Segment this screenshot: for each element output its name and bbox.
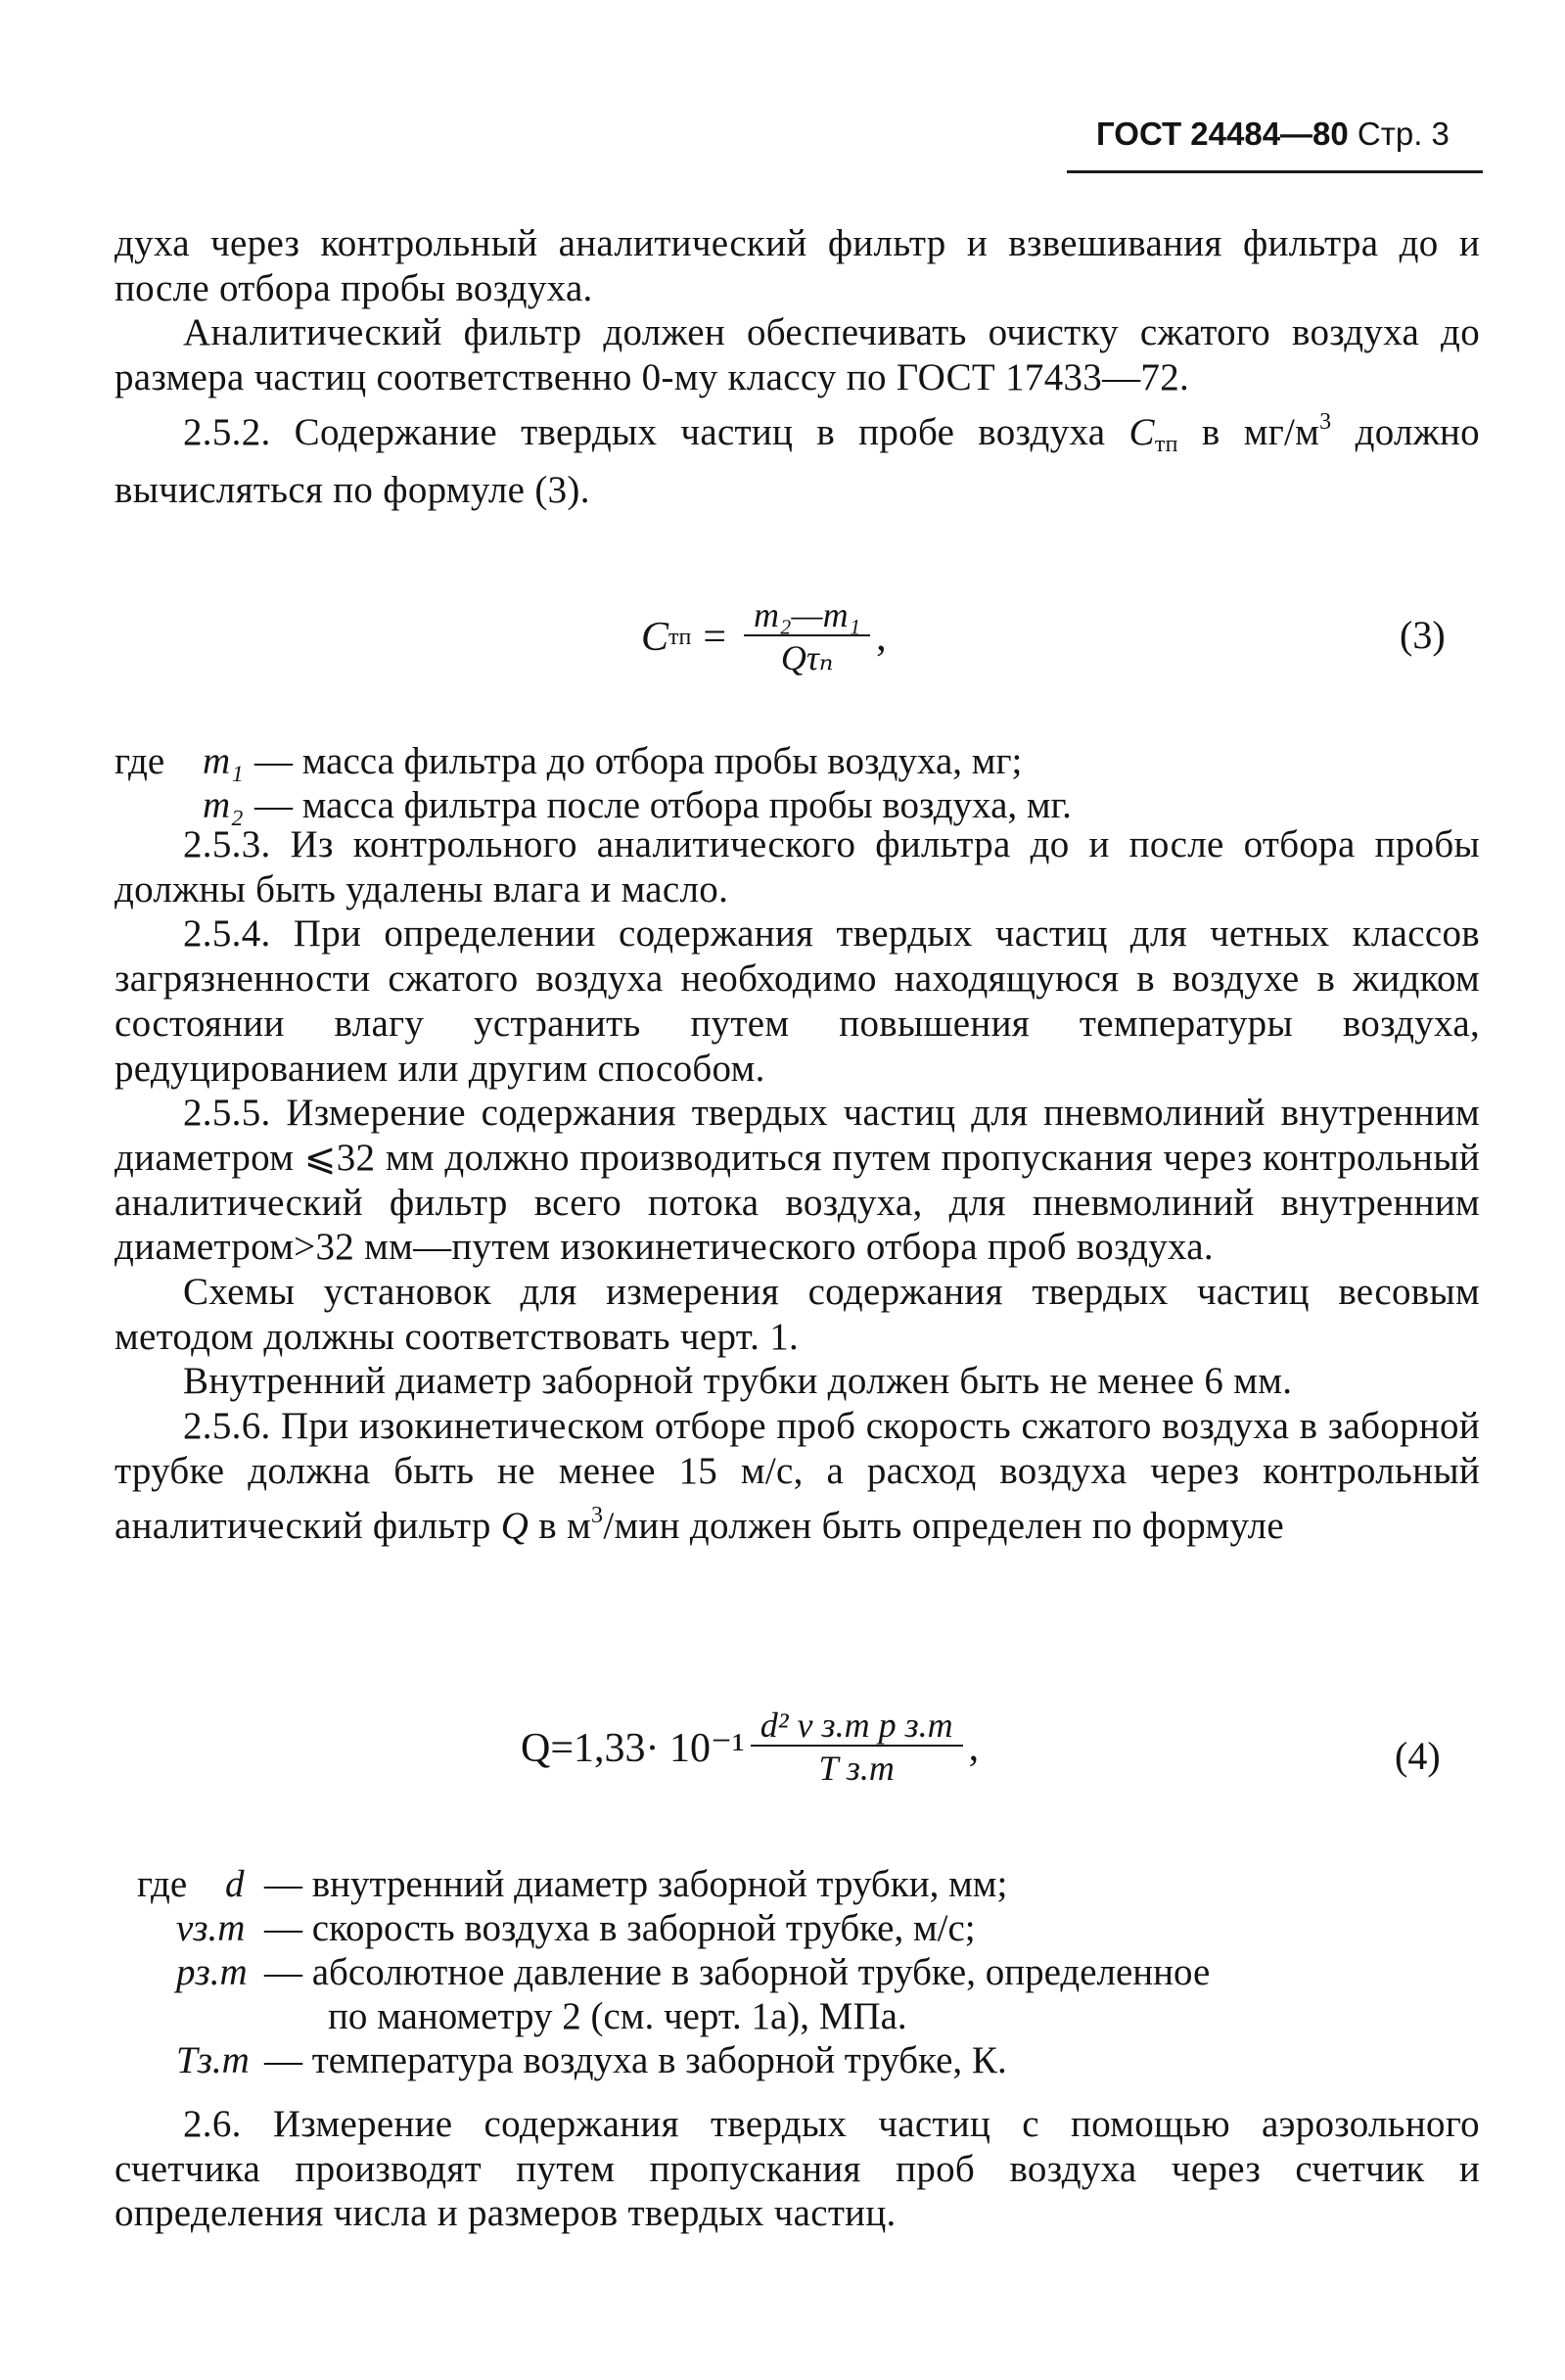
paragraph-filter: Аналитический фильтр должен обеспечивать очистку сжатого воздуха до размера частиц соответственно 0-му классу по ГОСТ 17433—72.	[115, 311, 1480, 399]
paragraph-2-5-3: 2.5.3. Из контрольного аналитического фильтра до и после отбора пробы должны быть удалены влага и масло.	[115, 823, 1480, 910]
legend-row: vз.т — скорость воздуха в заборной трубке, м/с;	[176, 1907, 976, 1949]
legend-row: где d — внутренний диаметр заборной трубки, мм;	[137, 1863, 1008, 1905]
formula-4-legend	[137, 1862, 1488, 2082]
page-number: Стр. 3	[1357, 116, 1450, 152]
formula-4: Q=1,33· 10⁻¹ $\frac{\text{d² v з.т p з.т}}{\text{T з.т}}$ ,	[521, 1705, 980, 1788]
text-block-1	[115, 221, 1480, 512]
formula-3-fraction: $\frac{\text{m₂—m₁}}{\text{Qτₙ}}$	[744, 595, 870, 679]
standard-number: ГОСТ 24484—80	[1096, 116, 1349, 152]
paragraph-2-5-5: 2.5.5. Измерение содержания твердых частиц для пневмолиний внутренним диаметром ⩽32 мм должно производиться путем пропускания через контрольный аналитический фильтр всего потока воздуха, для пневмолиний внутренним диаметром>32 мм—путем изокинетического отбора проб воздуха.	[115, 1092, 1480, 1269]
legend-row: m₂ — масса фильтра после отбора пробы воздуха, мг.	[203, 784, 1072, 826]
paragraph-2-5-6: 2.5.6. При изокинетическом отборе проб скорость сжатого воздуха в заборной трубке должна быть не менее 15 м/с, а расход воздуха через контрольный аналитический фильтр Q в $м^3$/мин должен быть определен по формуле	[115, 1405, 1480, 1547]
formula-3-number: (3)	[1400, 613, 1446, 657]
paragraph-2-5-4: 2.5.4. При определении содержания твердых частиц для четных классов загрязненности сжатого воздуха необходимо находящуюся в воздухе в жидком состоянии влагу устранить путем повышения температуры воздуха, редуцированием или другим способом.	[115, 912, 1480, 1090]
legend-row: pз.т — абсолютное давление в заборной трубке, определенное	[176, 1951, 1211, 1993]
text-block-3	[115, 2102, 1480, 2236]
legend-row: Tз.т — температура воздуха в заборной трубке, К.	[176, 2039, 1007, 2081]
formula-4-number: (4)	[1395, 1734, 1441, 1778]
paragraph-2-5-2: 2.5.2. Содержание твердых частиц в пробе воздуха $C_{тп}$ в $мг/м^3$ должно вычисляться по формуле (3).	[115, 408, 1480, 511]
paragraph-continuation: духа через контрольный аналитический фильтр и взвешивания фильтра до и после отбора пробы воздуха.	[115, 222, 1480, 309]
formula-4-fraction: $\frac{\text{d² v з.т p з.т}}{\text{T з.т}}$	[751, 1705, 963, 1790]
page-header	[1096, 116, 1488, 164]
legend-row: где m₁ — масса фильтра до отбора пробы воздуха, мг;	[115, 740, 1023, 782]
paragraph-schemes: Схемы установок для измерения содержания твердых частиц весовым методом должны соответствовать черт. 1.	[115, 1271, 1480, 1358]
legend-row: по манометру 2 (см. черт. 1а), МПа.	[328, 1995, 907, 2037]
text-block-2	[115, 822, 1480, 1548]
paragraph-2-6: 2.6. Измерение содержания твердых частиц с помощью аэрозольного счетчика производят путем пропускания проб воздуха через счетчик и определения числа и размеров твердых частиц.	[115, 2103, 1480, 2235]
header-rule	[1067, 170, 1483, 173]
formula-3: C тп = $\frac{\text{m₂—m₁}}{\text{Qτₙ}}$ ,	[641, 595, 887, 677]
paragraph-tube-diameter: Внутренний диаметр заборной трубки должен быть не менее 6 мм.	[183, 1360, 1293, 1403]
formula-3-legend	[115, 739, 1485, 827]
